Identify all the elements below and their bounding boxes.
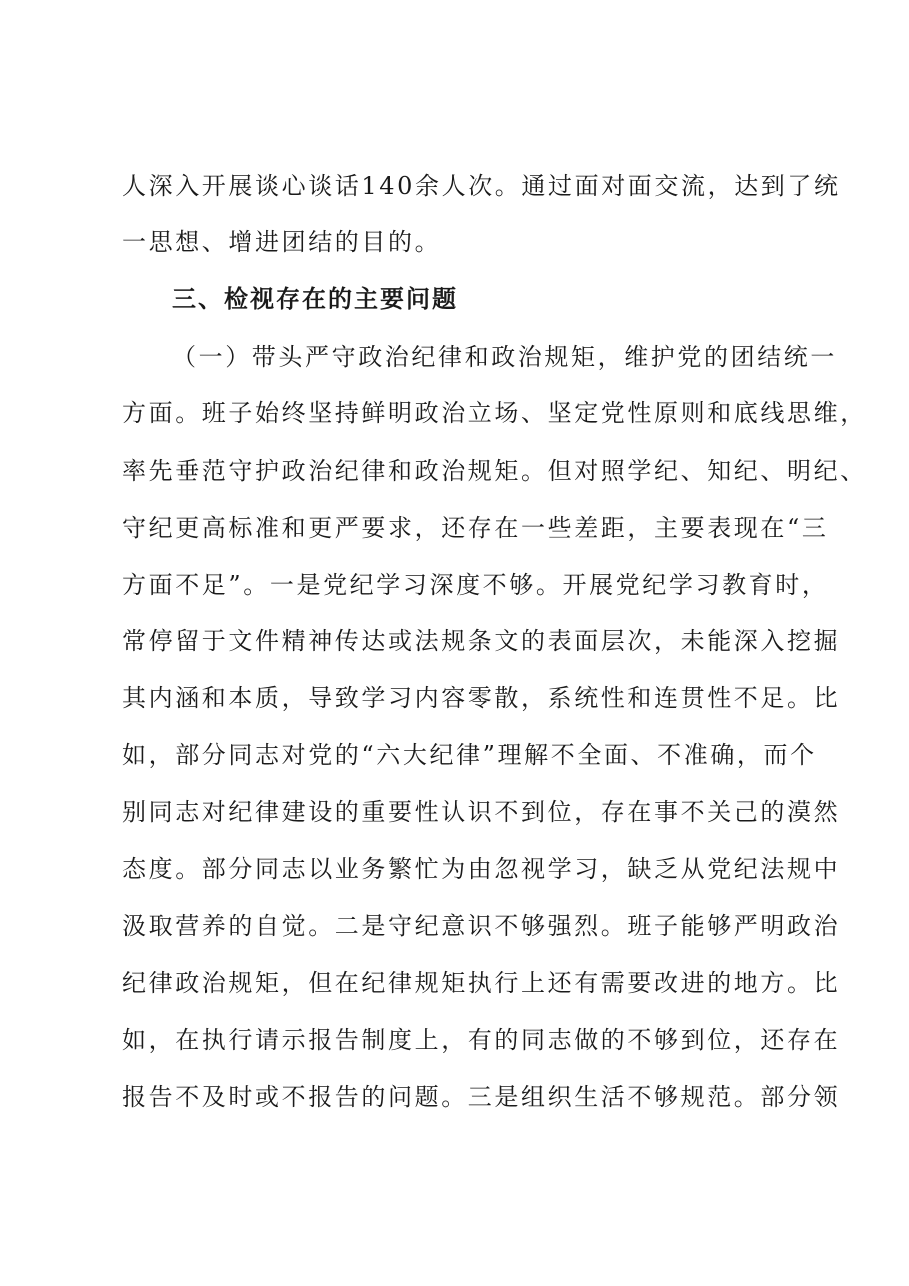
text-line: 报告不及时或不报告的问题。三是组织生活不够规范。部分领 <box>122 1083 841 1111</box>
text-line: 其内涵和本质，导致学习内容零散，系统性和连贯性不足。比 <box>122 684 841 712</box>
text-line: 纪律政治规矩，但在纪律规矩执行上还有需要改进的地方。比 <box>122 969 841 997</box>
text-line: 方面。班子始终坚持鲜明政治立场、坚定党性原则和底线思维， <box>122 399 867 427</box>
text-line: 态度。部分同志以业务繁忙为由忽视学习，缺乏从党纪法规中 <box>122 855 841 883</box>
text-line: 率先垂范守护政治纪律和政治规矩。但对照学纪、知纪、明纪、 <box>122 457 867 485</box>
text-line: 一思想、增进团结的目的。 <box>122 228 442 256</box>
text-line: 守纪更高标准和更严要求，还存在一些差距，主要表现在“三 <box>122 514 829 542</box>
subsection-heading: （一）带头严守政治纪律和政治规矩，维护党的团结统一 <box>172 343 837 371</box>
text-line: 常停留于文件精神传达或法规条文的表面层次，未能深入挖掘 <box>122 627 841 655</box>
text-line: 如，部分同志对党的“六大纪律”理解不全面、不准确，而个 <box>122 741 817 769</box>
section-heading: 三、检视存在的主要问题 <box>172 285 458 313</box>
text-line: 别同志对纪律建设的重要性认识不到位，存在事不关己的漠然 <box>122 798 841 826</box>
text-line: 人深入开展谈心谈话140余人次。通过面对面交流，达到了统 <box>122 172 841 200</box>
text-line: 汲取营养的自觉。二是守纪意识不够强烈。班子能够严明政治 <box>122 912 841 940</box>
text-line: 方面不足”。一是党纪学习深度不够。开展党纪学习教育时， <box>122 571 829 599</box>
text-line: 如，在执行请示报告制度上，有的同志做的不够到位，还存在 <box>122 1026 841 1054</box>
